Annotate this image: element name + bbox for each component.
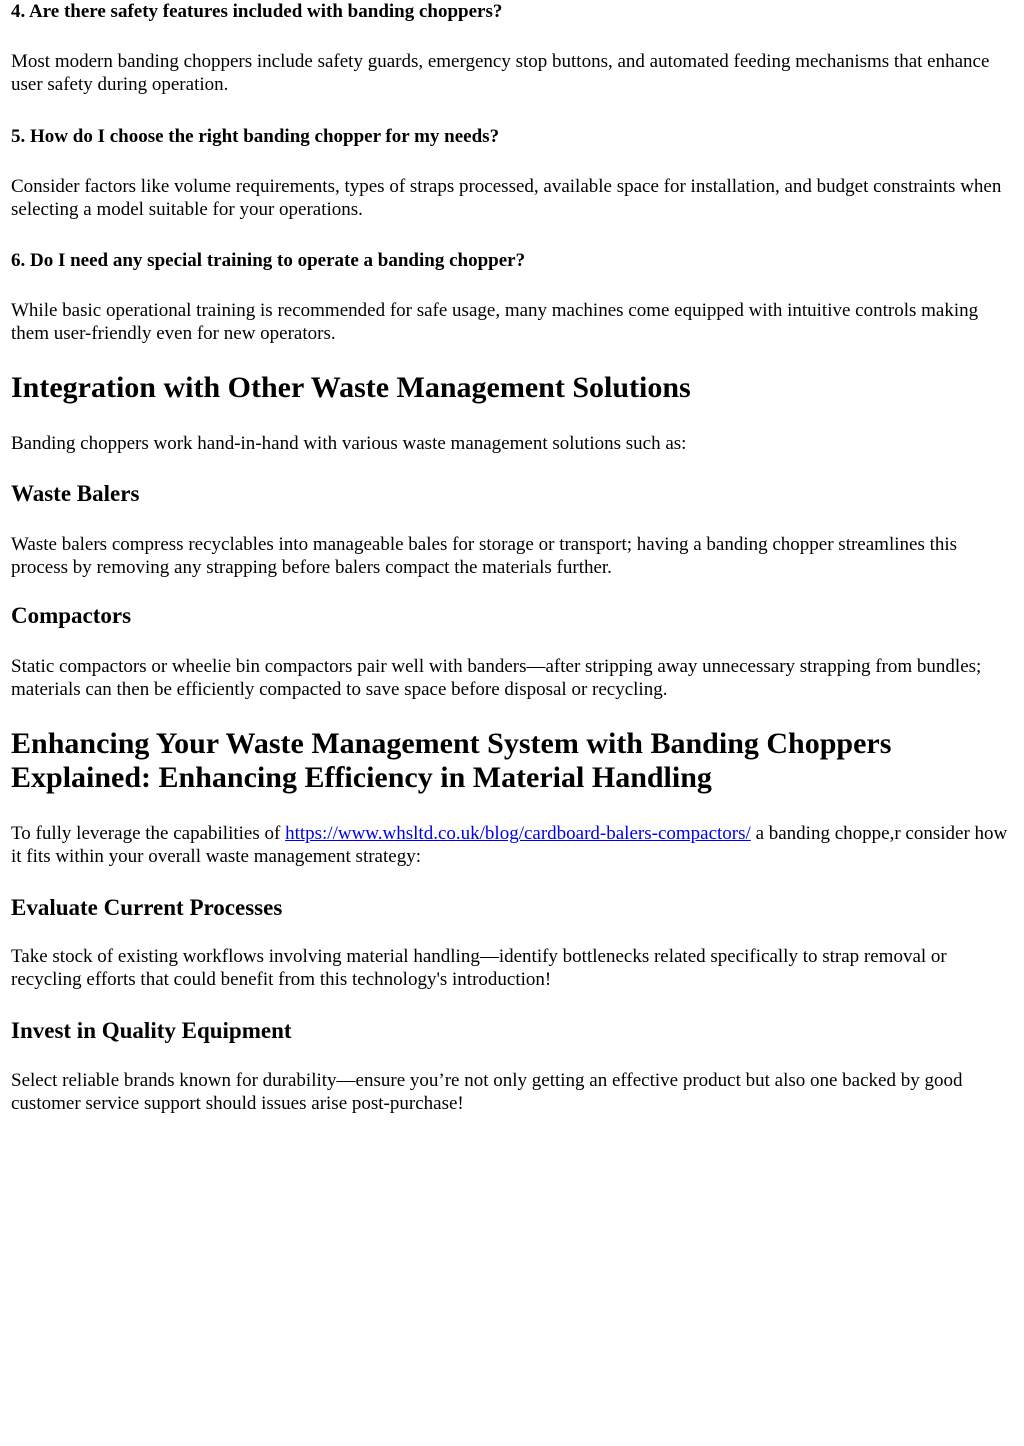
enhancing-heading: Enhancing Your Waste Management System with Banding Choppers Explained: Enhancing Efficiency in Material Handling (11, 727, 892, 794)
evaluate-heading: Evaluate Current Processes (11, 895, 283, 920)
faq-answer-6: While basic operational training is recommended for safe usage, many machines come equipped with intuitive controls making them user-friendly even for new operators. (11, 300, 979, 344)
compactors-text: Static compactors or wheelie bin compactors pair well with banders—after stripping away unnecessary strapping from bundles; materials can then be efficiently compacted to save space before disposal or recycling. (11, 656, 982, 700)
enhancing-intro (11, 822, 1011, 868)
faq-question-6: 6. Do I need any special training to operate a banding chopper? (11, 250, 526, 271)
whsltd-blog-link[interactable]: https://www.whsltd.co.uk/blog/cardboard-balers-compactors/ (285, 823, 751, 844)
invest-heading: Invest in Quality Equipment (11, 1018, 292, 1043)
waste-balers-text: Waste balers compress recyclables into manageable bales for storage or transport; having a banding chopper streamlines this process by removing any strapping before balers compact the materials further. (11, 534, 958, 578)
integration-heading: Integration with Other Waste Management Solutions (11, 371, 691, 404)
compactors-heading: Compactors (11, 603, 132, 628)
enhancing-intro-after: a banding choppe,r consider how it fits within your overall waste management strategy: (11, 823, 1008, 867)
integration-intro: Banding choppers work hand-in-hand with various waste management solutions such as: (11, 433, 687, 454)
invest-text: Select reliable brands known for durability—ensure you’re not only getting an effective product but also one backed by good customer service support should issues arise post-purchase! (11, 1070, 963, 1114)
enhancing-intro-before: To fully leverage the capabilities of (11, 823, 286, 844)
faq-answer-5: Consider factors like volume requirements, types of straps processed, available space for installation, and budget constraints when selecting a model suitable for your operations. (11, 176, 1002, 220)
faq-question-4: 4. Are there safety features included with banding choppers? (11, 1, 503, 22)
faq-question-5: 5. How do I choose the right banding chopper for my needs? (11, 126, 500, 147)
faq-answer-4: Most modern banding choppers include safety guards, emergency stop buttons, and automated feeding mechanisms that enhance user safety during operation. (11, 51, 990, 95)
waste-balers-heading: Waste Balers (11, 481, 140, 506)
evaluate-text: Take stock of existing workflows involving material handling—identify bottlenecks related specifically to strap removal or recycling efforts that could benefit from this technology's introduction! (11, 946, 947, 990)
